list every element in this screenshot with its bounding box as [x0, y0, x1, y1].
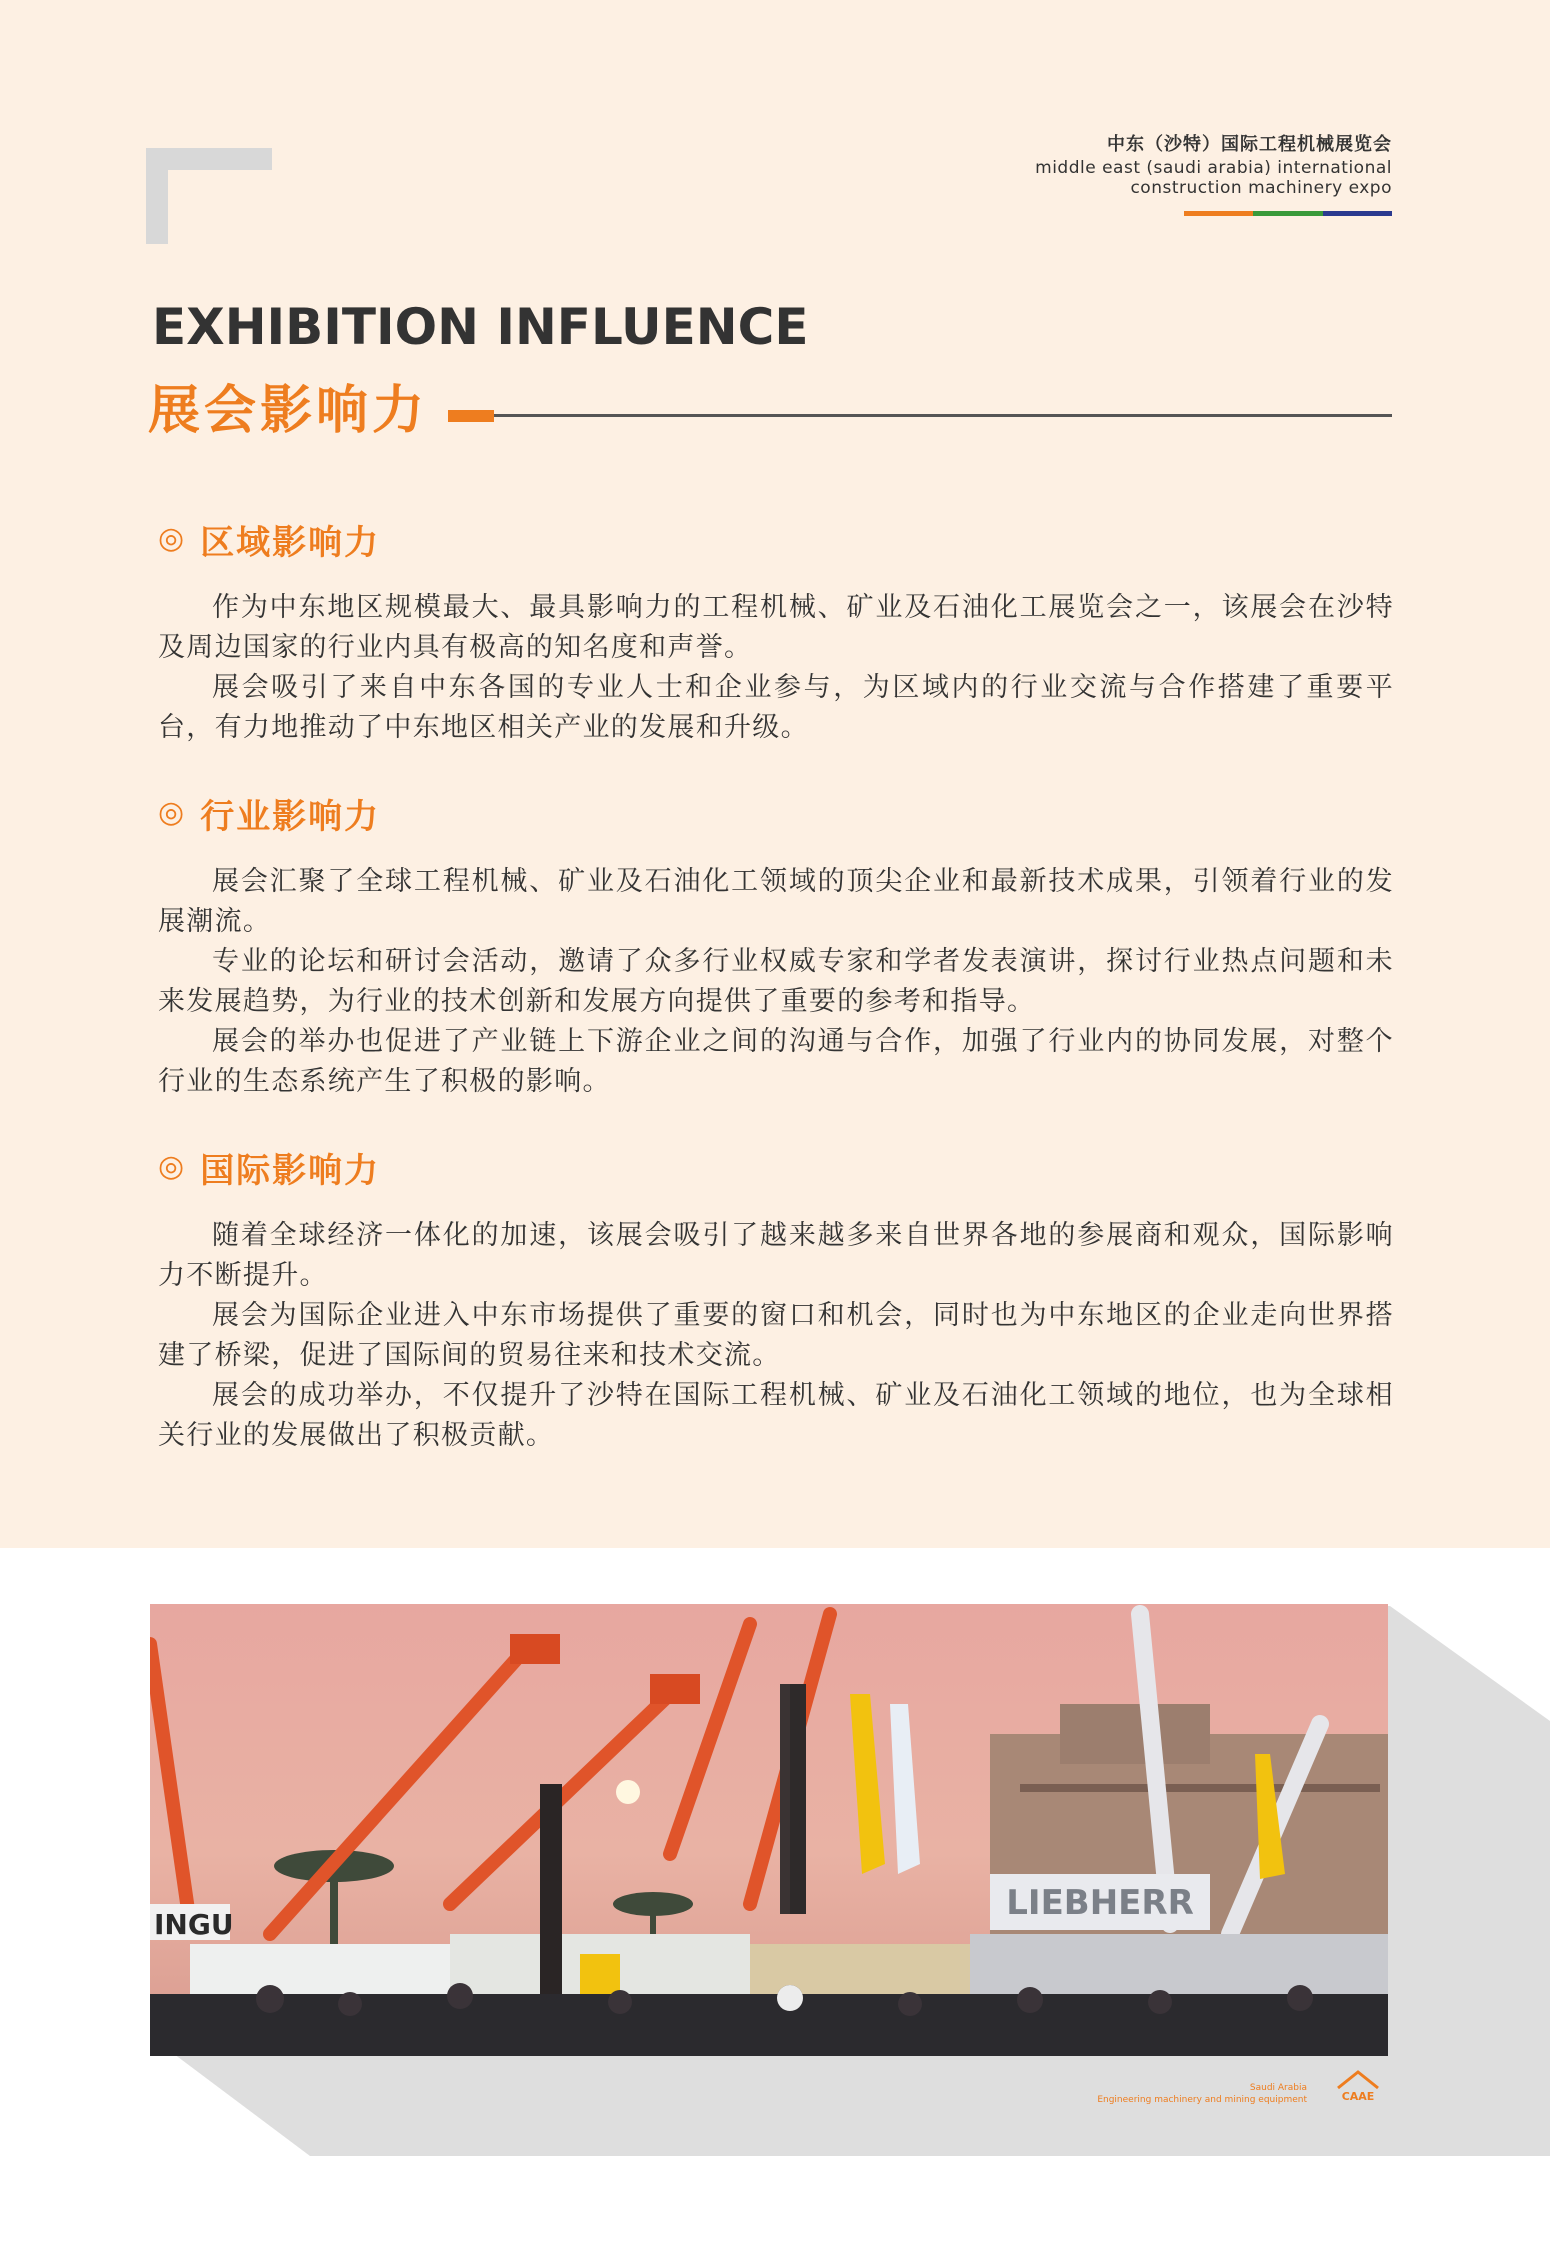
- paragraph: 展会为国际企业进入中东市场提供了重要的窗口和机会，同时也为中东地区的企业走向世界搭建了桥梁，促进了国际间的贸易往来和技术交流。: [158, 1300, 1394, 1371]
- footer-line2: Engineering machinery and mining equipment: [1097, 2095, 1307, 2105]
- paragraph: 展会吸引了来自中东各国的专业人士和企业参与，为区域内的行业交流与合作搭建了重要平台，有力地推动了中东地区相关产业的发展和升级。: [158, 672, 1394, 743]
- page-title-en: EXHIBITION INFLUENCE: [152, 298, 809, 356]
- booth-sign-liebherr: LIEBHERR: [1006, 1883, 1194, 1923]
- paragraph: 展会的成功举办，不仅提升了沙特在国际工程机械、矿业及石油化工领域的地位，也为全球相关行业的发展做出了积极贡献。: [158, 1380, 1394, 1451]
- stripe-segment: [1323, 211, 1392, 216]
- caae-logo: [1334, 2070, 1382, 2106]
- section-title: 区域影响力: [200, 522, 381, 563]
- logo-text: CAAE: [1341, 2090, 1375, 2103]
- title-accent-bar: [448, 410, 494, 422]
- expo-header: [1035, 132, 1392, 198]
- expo-name-en-line1: middle east (saudi arabia) international: [1035, 158, 1392, 178]
- paragraph: 专业的论坛和研讨会活动，邀请了众多行业权威专家和学者发表演讲，探讨行业热点问题和未来发展趋势，为行业的技术创新和发展方向提供了重要的参考和指导。: [158, 946, 1394, 1017]
- stripe-segment: [1253, 211, 1322, 216]
- stripe-segment: [1184, 211, 1253, 216]
- expo-name-en-line2: construction machinery expo: [1130, 178, 1392, 198]
- paragraph: 展会的举办也促进了产业链上下游企业之间的沟通与合作，加强了行业内的协同发展，对整个行业的生态系统产生了积极的影响。: [158, 1026, 1394, 1097]
- section-regional-influence: [158, 514, 1394, 748]
- paragraph: 随着全球经济一体化的加速，该展会吸引了越来越多来自世界各地的参展商和观众，国际影响力不断提升。: [158, 1220, 1394, 1291]
- color-stripe: [1184, 211, 1392, 216]
- corner-bracket-decoration: [146, 148, 272, 244]
- expo-name-cn: 中东（沙特）国际工程机械展览会: [1107, 134, 1392, 155]
- section-international-influence: [158, 1142, 1394, 1456]
- section-title: 国际影响力: [200, 1150, 381, 1191]
- circle-bullet-icon: ◎: [158, 521, 185, 556]
- footer-line1: Saudi Arabia: [1249, 2083, 1307, 2093]
- section-title: 行业影响力: [200, 796, 381, 837]
- footer-caption: [1097, 2082, 1307, 2106]
- paragraph: 展会汇聚了全球工程机械、矿业及石油化工领域的顶尖企业和最新技术成果，引领着行业的发展潮流。: [158, 866, 1394, 937]
- circle-bullet-icon: ◎: [158, 1149, 185, 1184]
- title-divider-line: [494, 414, 1392, 417]
- booth-sign-left: INGU: [154, 1908, 234, 1941]
- circle-bullet-icon: ◎: [158, 795, 185, 830]
- exhibition-photo: [150, 1604, 1388, 2056]
- page-title-cn: 展会影响力: [148, 381, 429, 441]
- section-industry-influence: [158, 788, 1394, 1102]
- paragraph: 作为中东地区规模最大、最具影响力的工程机械、矿业及石油化工展览会之一，该展会在沙特及周边国家的行业内具有极高的知名度和声誉。: [158, 592, 1394, 663]
